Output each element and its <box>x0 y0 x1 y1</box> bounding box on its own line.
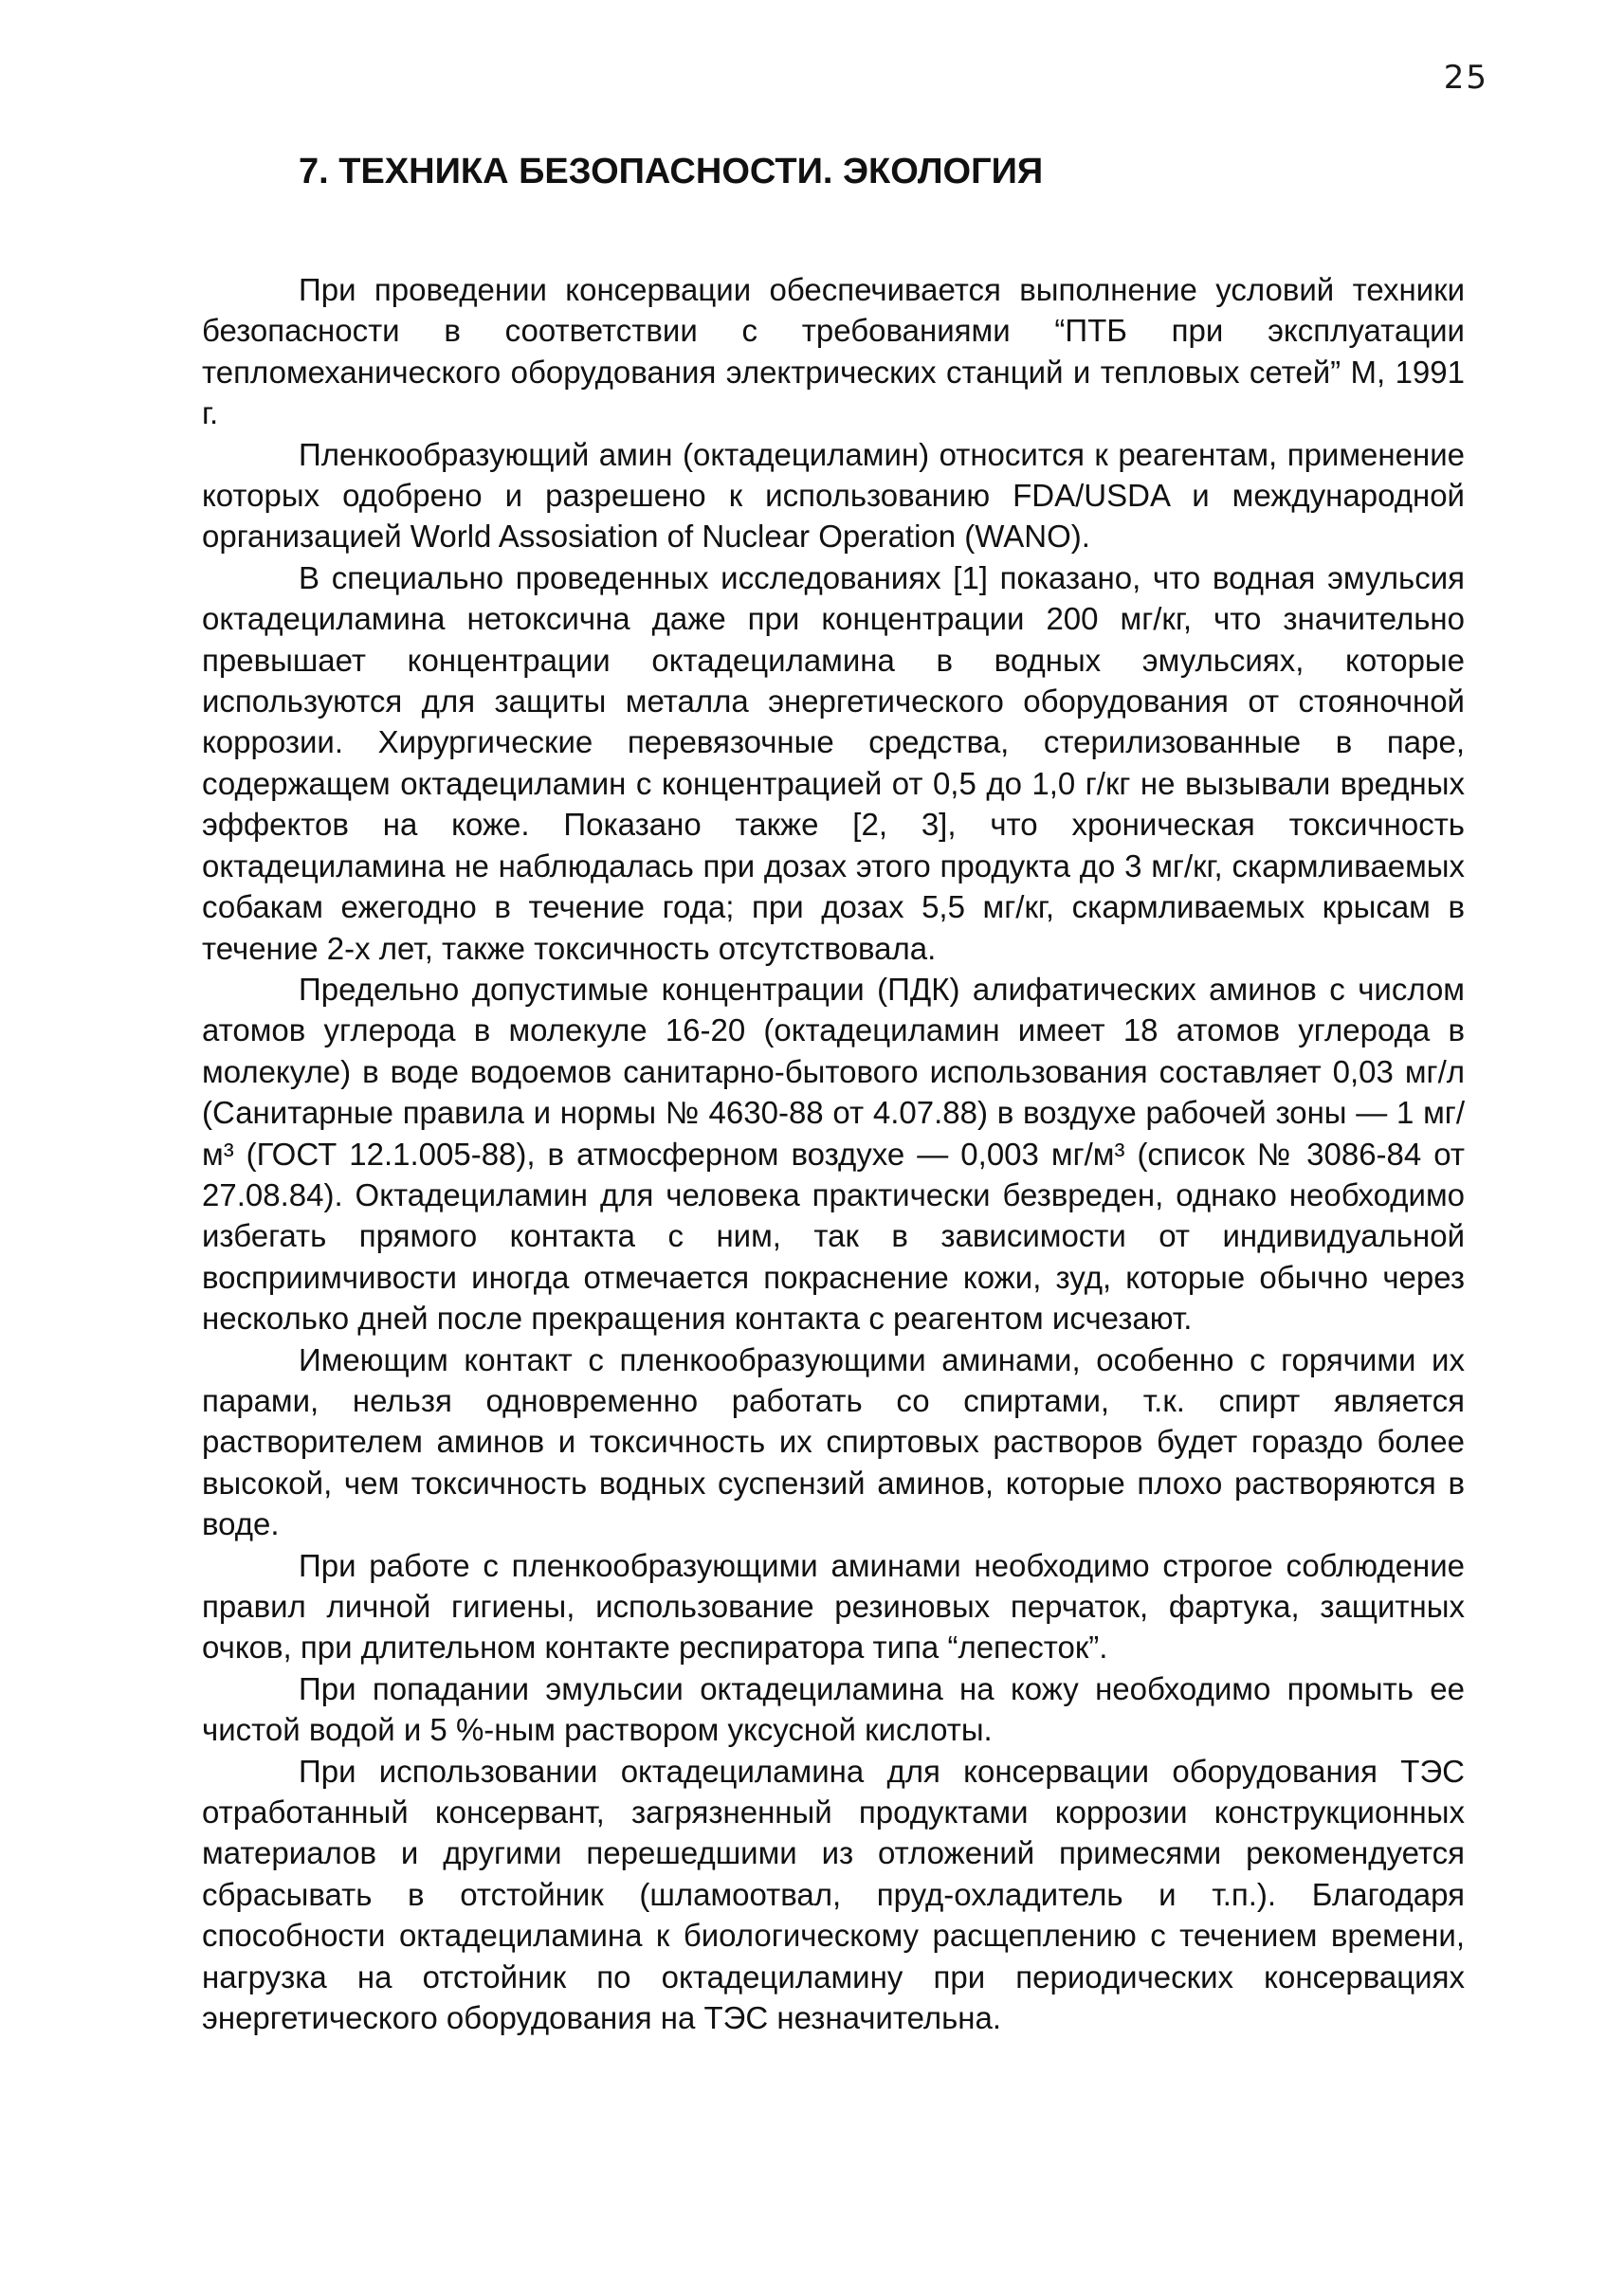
paragraph-personal-hygiene: При работе с пленкообразующими аминами необходимо строгое соблюдение правил личной гигиены, использование резиновых перчаток, фартука, защитных очков, при длительном контакте респиратора типа “лепесток”. <box>202 1547 1465 1666</box>
paragraph-film-forming-amine: Пленкообразующий амин (октадециламин) относится к реагентам, применение которых одобрено и разрешено к использованию FDA/USDA и международной организацией World Assosiation of Nuclear Operation (WANO). <box>202 436 1465 555</box>
document-body <box>202 269 1465 2038</box>
paragraph-safety-rules: При проведении консервации обеспечивается выполнение условий техники безопасности в соответствии с требованиями “ПТБ при эксплуатации тепломеханического оборудования электрических станций и тепловых сетей” М, 1991 г. <box>202 272 1465 431</box>
paragraph-skin-contact: При попадании эмульсии октадециламина на кожу необходимо промыть ее чистой водой и 5 %-ным раствором уксусной кислоты. <box>202 1670 1465 1748</box>
section-heading: 7. ТЕХНИКА БЕЗОПАСНОСТИ. ЭКОЛОГИЯ <box>299 152 1044 191</box>
paragraph-max-concentrations: Предельно допустимые концентрации (ПДК) алифатических аминов с числом атомов углерода в молекуле 16-20 (октадециламин имеет 18 атомов углерода в молекуле) в воде водоемов санитарно-бытового использования составляет 0,03 мг/л (Санитарные правила и нормы № 4630-88 от 4.07.88) в воздухе рабочей зоны — 1 мг/м³ (ГОСТ 12.1.005-88), в атмосферном воздухе — 0,003 мг/м³ (список № 3086-84 от 27.08.84). Октадециламин для человека практически безвреден, однако необходимо избегать прямого контакта с ним, так в зависимости от индивидуальной восприимчивости иногда отмечается покраснение кожи, зуд, которые обычно через несколько дней после прекращения контакта с реагентом исчезают. <box>202 971 1465 1337</box>
page-number: 25 <box>1443 59 1488 97</box>
paragraph-waste-disposal: При использовании октадециламина для консервации оборудования ТЭС отработанный консервант, загрязненный продуктами коррозии конструкционных материалов и другими перешедшими из отложений примесями рекомендуется сбрасывать в отстойник (шламоотвал, пруд-охладитель и т.п.). Благодаря способности октадециламина к биологическому расщеплению с течением времени, нагрузка на отстойник по октадециламину при периодических консервациях энергетического оборудования на ТЭС незначительна. <box>202 1753 1465 2036</box>
paragraph-alcohol-warning: Имеющим контакт с пленкообразующими аминами, особенно с горячими их парами, нельзя одновременно работать со спиртами, т.к. спирт является растворителем аминов и токсичность их спиртовых растворов будет гораздо более высокой, чем токсичность водных суспензий аминов, которые плохо растворяются в воде. <box>202 1341 1465 1542</box>
paragraph-toxicity-studies: В специально проведенных исследованиях [1] показано, что водная эмульсия октадециламина нетоксична даже при концентрации 200 мг/кг, что значительно превышает концентрации октадециламина в водных эмульсиях, которые используются для защиты металла энергетического оборудования от стояночной коррозии. Хирургические перевязочные средства, стерилизованные в паре, содержащем октадециламин с концентрацией от 0,5 до 1,0 г/кг не вызывали вредных эффектов на коже. Показано также [2, 3], что хроническая токсичность октадециламина не наблюдалась при дозах этого продукта до 3 мг/кг, скармливаемых собакам ежегодно в течение года; при дозах 5,5 мг/кг, скармливаемых крысам в течение 2-х лет, также токсичность отсутствовала. <box>202 559 1465 966</box>
